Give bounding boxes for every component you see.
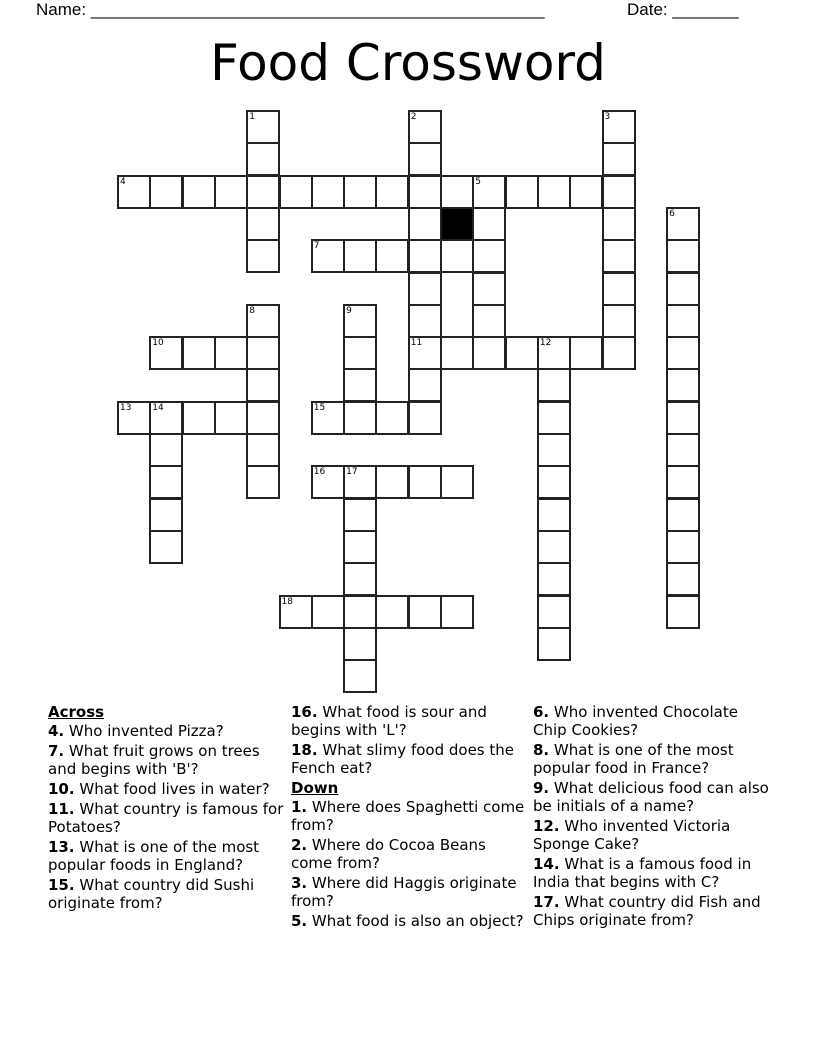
- grid-cell[interactable]: [602, 336, 636, 370]
- grid-cell[interactable]: [472, 304, 506, 338]
- grid-cell[interactable]: [408, 465, 442, 499]
- grid-cell[interactable]: [375, 401, 409, 435]
- grid-cell[interactable]: [408, 142, 442, 176]
- grid-cell[interactable]: [279, 175, 313, 209]
- grid-cell[interactable]: [343, 175, 377, 209]
- grid-cell[interactable]: [408, 401, 442, 435]
- grid-cell[interactable]: [311, 465, 345, 499]
- grid-cell[interactable]: [602, 272, 636, 306]
- cell-number: 16: [313, 467, 326, 478]
- cell-number: 15: [313, 402, 326, 413]
- grid-cell[interactable]: [214, 336, 248, 370]
- date-line[interactable]: _______: [672, 0, 739, 19]
- grid-cell[interactable]: [666, 595, 700, 629]
- clue-column-3: [533, 703, 771, 931]
- grid-cell[interactable]: [343, 336, 377, 370]
- grid-cell[interactable]: [408, 175, 442, 209]
- down-heading: Down: [291, 779, 339, 797]
- grid-cell[interactable]: [472, 336, 506, 370]
- grid-cell[interactable]: [149, 336, 183, 370]
- page-title: Food Crossword: [210, 34, 606, 92]
- grid-cell[interactable]: [440, 465, 474, 499]
- grid-cell[interactable]: [537, 433, 571, 467]
- grid-cell[interactable]: [408, 110, 442, 144]
- grid-cell[interactable]: [246, 368, 280, 402]
- cell-number: 12: [539, 338, 552, 349]
- clue-across-7: 7. What fruit grows on trees and begins with 'B'?: [48, 742, 260, 778]
- grid-cell[interactable]: [505, 336, 539, 370]
- grid-cell[interactable]: [214, 401, 248, 435]
- grid-cell[interactable]: [408, 239, 442, 273]
- grid-cell[interactable]: [666, 498, 700, 532]
- grid-cell[interactable]: [472, 175, 506, 209]
- grid-cell[interactable]: [149, 433, 183, 467]
- cell-number: 18: [281, 596, 293, 607]
- cell-number: 14: [152, 402, 164, 413]
- grid-cell[interactable]: [375, 465, 409, 499]
- clue-down-2: 2. Where do Cocoa Beans come from?: [291, 836, 486, 872]
- clue-down-5: 5. What food is also an object?: [291, 912, 524, 930]
- grid-cell[interactable]: [214, 175, 248, 209]
- grid-cell[interactable]: [311, 175, 345, 209]
- grid-cell[interactable]: [408, 595, 442, 629]
- grid-cell[interactable]: [537, 465, 571, 499]
- grid-cell[interactable]: [440, 175, 474, 209]
- clue-down-12: 12. Who invented Victoria Sponge Cake?: [533, 817, 731, 853]
- grid-cell[interactable]: [246, 142, 280, 176]
- grid-cell[interactable]: [602, 239, 636, 273]
- grid-cell[interactable]: [537, 498, 571, 532]
- grid-cell[interactable]: [149, 465, 183, 499]
- grid-cell[interactable]: [666, 433, 700, 467]
- grid-cell[interactable]: [440, 595, 474, 629]
- grid-cell[interactable]: [117, 175, 151, 209]
- grid-cell[interactable]: [149, 401, 183, 435]
- grid-cell[interactable]: [343, 239, 377, 273]
- grid-cell[interactable]: [505, 175, 539, 209]
- cell-number: 17: [346, 467, 358, 478]
- grid-cell[interactable]: [408, 336, 442, 370]
- grid-cell[interactable]: [666, 465, 700, 499]
- cell-number: 1: [249, 112, 255, 122]
- grid-cell[interactable]: [537, 368, 571, 402]
- grid-cell[interactable]: [246, 433, 280, 467]
- grid-cell[interactable]: [246, 110, 280, 144]
- grid-cell[interactable]: [569, 175, 603, 209]
- grid-cell[interactable]: [343, 401, 377, 435]
- grid-cell[interactable]: [375, 175, 409, 209]
- clue-down-14: 14. What is a famous food in India that begins with C?: [533, 855, 752, 891]
- grid-cell[interactable]: [472, 272, 506, 306]
- grid-cell[interactable]: [472, 239, 506, 273]
- name-line[interactable]: ________________________________________________: [90, 0, 545, 19]
- grid-cell[interactable]: [182, 336, 216, 370]
- grid-cell[interactable]: [537, 401, 571, 435]
- grid-cell[interactable]: [666, 207, 700, 241]
- grid-cell[interactable]: [149, 530, 183, 564]
- grid-cell[interactable]: [666, 401, 700, 435]
- grid-cell[interactable]: [246, 304, 280, 338]
- name-field[interactable]: [36, 0, 545, 20]
- grid-cell[interactable]: [246, 465, 280, 499]
- clue-across-10: 10. What food lives in water?: [48, 780, 270, 798]
- grid-cell[interactable]: [182, 401, 216, 435]
- grid-cell[interactable]: [666, 530, 700, 564]
- grid-cell[interactable]: [537, 562, 571, 596]
- cell-number: 7: [313, 241, 320, 252]
- cell-number: 6: [669, 208, 675, 219]
- grid-cell[interactable]: [343, 659, 377, 693]
- grid-cell[interactable]: [537, 627, 571, 661]
- black-cell: [440, 207, 474, 241]
- grid-cell[interactable]: [311, 595, 345, 629]
- grid-cell[interactable]: [666, 562, 700, 596]
- grid-cell[interactable]: [246, 401, 280, 435]
- clue-down-1: 1. Where does Spaghetti come from?: [291, 798, 525, 834]
- grid-cell[interactable]: [246, 207, 280, 241]
- grid-cell[interactable]: [117, 401, 151, 435]
- grid-cell[interactable]: [602, 207, 636, 241]
- grid-cell[interactable]: [149, 498, 183, 532]
- grid-cell[interactable]: [666, 336, 700, 370]
- grid-cell[interactable]: [537, 175, 571, 209]
- grid-cell[interactable]: [666, 304, 700, 338]
- clue-down-9: 9. What delicious food can also be initials of a name?: [533, 779, 769, 815]
- grid-cell[interactable]: [375, 595, 409, 629]
- grid-cell[interactable]: [666, 368, 700, 402]
- grid-cell[interactable]: [408, 207, 442, 241]
- across-heading: Across: [48, 703, 105, 721]
- grid-cell[interactable]: [343, 562, 377, 596]
- grid-cell[interactable]: [343, 595, 377, 629]
- grid-cell[interactable]: [666, 239, 700, 273]
- cell-number: 13: [120, 402, 132, 413]
- clue-across-16: 16. What food is sour and begins with 'L'?: [291, 703, 487, 739]
- grid-cell[interactable]: [279, 595, 313, 629]
- grid-cell[interactable]: [602, 110, 636, 144]
- clue-down-17: 17. What country did Fish and Chips originate from?: [533, 893, 761, 929]
- grid-cell[interactable]: [602, 175, 636, 209]
- cell-number: 10: [152, 338, 164, 349]
- grid-cell[interactable]: [343, 465, 377, 499]
- clue-down-8: 8. What is one of the most popular food in France?: [533, 741, 734, 777]
- grid-cell[interactable]: [343, 368, 377, 402]
- grid-cell[interactable]: [246, 336, 280, 370]
- grid-cell[interactable]: [246, 175, 280, 209]
- clue-across-18: 18. What slimy food does the Fench eat?: [291, 741, 514, 777]
- grid-cell[interactable]: [343, 627, 377, 661]
- grid-cell[interactable]: [537, 336, 571, 370]
- grid-cell[interactable]: [149, 175, 183, 209]
- grid-cell[interactable]: [569, 336, 603, 370]
- cell-number: 11: [410, 338, 423, 349]
- grid-cell[interactable]: [602, 304, 636, 338]
- grid-cell[interactable]: [440, 239, 474, 273]
- cell-number: 9: [346, 305, 352, 316]
- name-label: Name:: [36, 0, 91, 19]
- grid-cell[interactable]: [602, 142, 636, 176]
- clue-across-11: 11. What country is famous for Potatoes?: [48, 800, 284, 836]
- date-label: Date:: [627, 0, 673, 19]
- grid-cell[interactable]: [343, 304, 377, 338]
- clue-across-15: 15. What country did Sushi originate from?: [48, 876, 255, 912]
- clue-across-4: 4. Who invented Pizza?: [48, 722, 224, 740]
- grid-cell[interactable]: [666, 272, 700, 306]
- cell-number: 8: [249, 305, 255, 316]
- clue-down-6: 6. Who invented Chocolate Chip Cookies?: [533, 703, 738, 739]
- cell-number: 2: [410, 112, 417, 122]
- cell-number: 3: [604, 112, 611, 122]
- cell-number: 4: [120, 176, 126, 187]
- cell-number: 5: [475, 176, 482, 187]
- grid-cell[interactable]: [375, 239, 409, 273]
- clue-column-1: [48, 703, 286, 914]
- grid-cell[interactable]: [182, 175, 216, 209]
- grid-cell[interactable]: [408, 368, 442, 402]
- grid-cell[interactable]: [472, 207, 506, 241]
- date-field[interactable]: [627, 0, 739, 20]
- grid-cell[interactable]: [440, 336, 474, 370]
- grid-cell[interactable]: [408, 304, 442, 338]
- grid-cell[interactable]: [311, 401, 345, 435]
- grid-cell[interactable]: [246, 239, 280, 273]
- grid-cell[interactable]: [311, 239, 345, 273]
- grid-cell[interactable]: [343, 530, 377, 564]
- clue-down-3: 3. Where did Haggis originate from?: [291, 874, 517, 910]
- grid-cell[interactable]: [537, 595, 571, 629]
- grid-cell[interactable]: [408, 272, 442, 306]
- clue-across-13: 13. What is one of the most popular foods in England?: [48, 838, 260, 874]
- clue-column-2: [291, 703, 529, 932]
- grid-cell[interactable]: [343, 498, 377, 532]
- grid-cell[interactable]: [537, 530, 571, 564]
